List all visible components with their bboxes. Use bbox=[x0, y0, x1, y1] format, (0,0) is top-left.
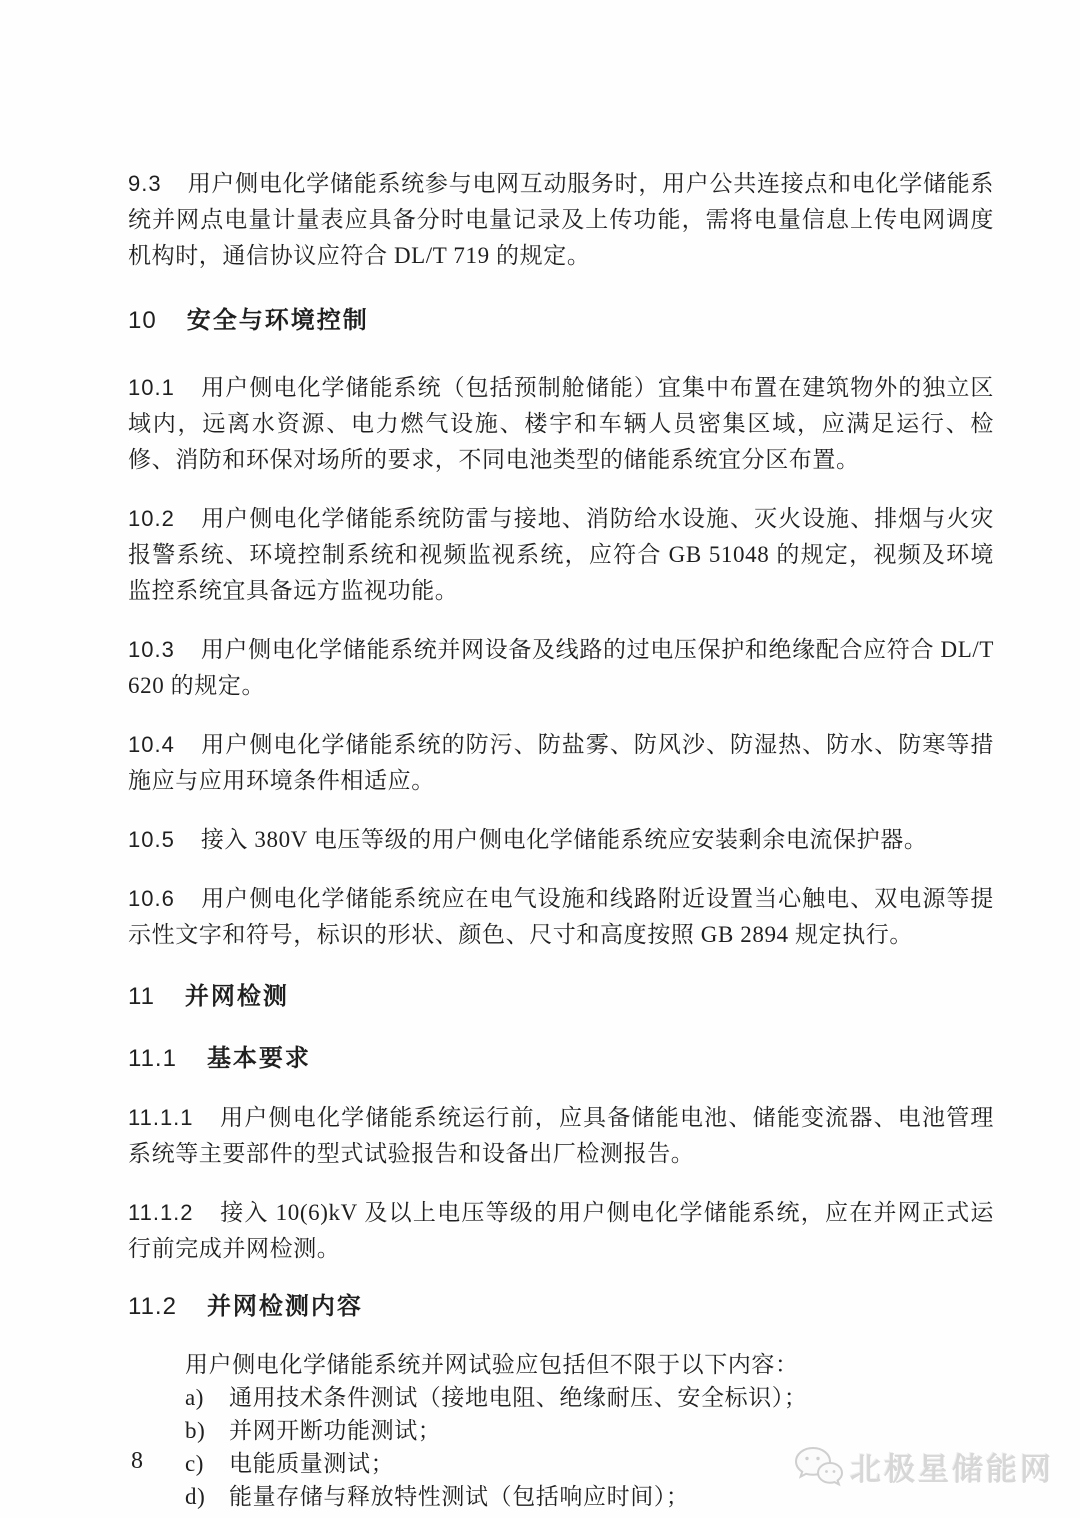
clause-10-6 bbox=[128, 881, 994, 953]
chapter-number: 11 bbox=[128, 983, 155, 1010]
list-item-label: a) bbox=[185, 1385, 205, 1410]
chapter-heading-10 bbox=[128, 304, 994, 338]
watermark-text: 北极星储能网 bbox=[850, 1452, 1054, 1487]
list-item-label: d) bbox=[185, 1484, 206, 1509]
clause-9-3 bbox=[128, 166, 994, 274]
clause-11-1-2 bbox=[128, 1195, 994, 1267]
page-number: 8 bbox=[131, 1448, 143, 1474]
clause-number: 10.5 bbox=[128, 827, 175, 852]
clause-number: 11.1.1 bbox=[128, 1105, 194, 1130]
clause-number: 10.1 bbox=[128, 375, 175, 400]
chapter-title: 安全与环境控制 bbox=[186, 307, 369, 334]
section-title: 基本要求 bbox=[206, 1045, 311, 1072]
section-title: 并网检测内容 bbox=[206, 1293, 363, 1320]
section-heading-11-2 bbox=[128, 1290, 994, 1324]
list-item-text: 并网开断功能测试； bbox=[229, 1418, 442, 1443]
chapter-number: 10 bbox=[128, 307, 157, 334]
list-item-text: 通用技术条件测试（接地电阻、绝缘耐压、安全标识）； bbox=[229, 1385, 808, 1410]
clause-text: 用户侧电化学储能系统的防污、防盐雾、防风沙、防湿热、防水、防寒等措施应与应用环境条件相适应。 bbox=[128, 732, 994, 793]
list-item-text: 能量存储与释放特性测试（包括响应时间）； bbox=[229, 1484, 690, 1509]
clause-10-2 bbox=[128, 501, 994, 609]
clause-number: 10.2 bbox=[128, 506, 175, 531]
clause-10-3 bbox=[128, 632, 994, 704]
clause-text: 接入 10(6)kV 及以上电压等级的用户侧电化学储能系统，应在并网正式运行前完成并网检测。 bbox=[128, 1200, 994, 1261]
document-body bbox=[128, 143, 994, 1513]
clause-text: 用户侧电化学储能系统参与电网互动服务时，用户公共连接点和电化学储能系统并网点电量计量表应具备分时电量记录及上传功能，需将电量信息上传电网调度机构时，通信协议应符合 DL/T 719 的规定。 bbox=[128, 171, 994, 268]
clause-number: 11.1.2 bbox=[128, 1200, 194, 1225]
clause-10-5 bbox=[128, 822, 994, 858]
list-item-a bbox=[185, 1381, 994, 1414]
section-number: 11.1 bbox=[128, 1045, 177, 1072]
clause-number: 10.6 bbox=[128, 886, 175, 911]
list-item-label: b) bbox=[185, 1418, 206, 1443]
list-item-b bbox=[185, 1414, 994, 1447]
clause-number: 10.3 bbox=[128, 637, 175, 662]
chapter-heading-11 bbox=[128, 980, 994, 1014]
watermark bbox=[792, 1444, 1054, 1489]
list-item-text: 电能质量测试； bbox=[229, 1451, 395, 1476]
wechat-icon bbox=[792, 1445, 844, 1489]
chapter-title: 并网检测 bbox=[184, 983, 289, 1010]
clause-text: 用户侧电化学储能系统并网设备及线路的过电压保护和绝缘配合应符合 DL/T 620 的规定。 bbox=[128, 637, 994, 698]
list-item-label: c) bbox=[185, 1451, 205, 1476]
clause-text: 用户侧电化学储能系统应在电气设施和线路附近设置当心触电、双电源等提示性文字和符号，标识的形状、颜色、尺寸和高度按照 GB 2894 规定执行。 bbox=[128, 886, 994, 947]
clause-text: 接入 380V 电压等级的用户侧电化学储能系统应安装剩余电流保护器。 bbox=[200, 827, 928, 852]
list-intro: 用户侧电化学储能系统并网试验应包括但不限于以下内容： bbox=[185, 1352, 799, 1377]
clause-text: 用户侧电化学储能系统（包括预制舱储能）宜集中布置在建筑物外的独立区域内，远离水资源、电力燃气设施、楼宇和车辆人员密集区域，应满足运行、检修、消防和环保对场所的要求，不同电池类型的储能系统宜分区布置。 bbox=[128, 375, 994, 472]
clause-10-4 bbox=[128, 727, 994, 799]
clause-text: 用户侧电化学储能系统运行前，应具备储能电池、储能变流器、电池管理系统等主要部件的型式试验报告和设备出厂检测报告。 bbox=[128, 1105, 994, 1166]
clause-number: 10.4 bbox=[128, 732, 175, 757]
clause-10-1 bbox=[128, 370, 994, 478]
section-number: 11.2 bbox=[128, 1293, 177, 1320]
clause-text: 用户侧电化学储能系统防雷与接地、消防给水设施、灭火设施、排烟与火灾报警系统、环境控制系统和视频监视系统，应符合 GB 51048 的规定，视频及环境监控系统宜具备远方监视功能。 bbox=[128, 506, 994, 603]
clause-11-1-1 bbox=[128, 1100, 994, 1172]
section-heading-11-1 bbox=[128, 1042, 994, 1076]
clause-number: 9.3 bbox=[128, 171, 162, 196]
